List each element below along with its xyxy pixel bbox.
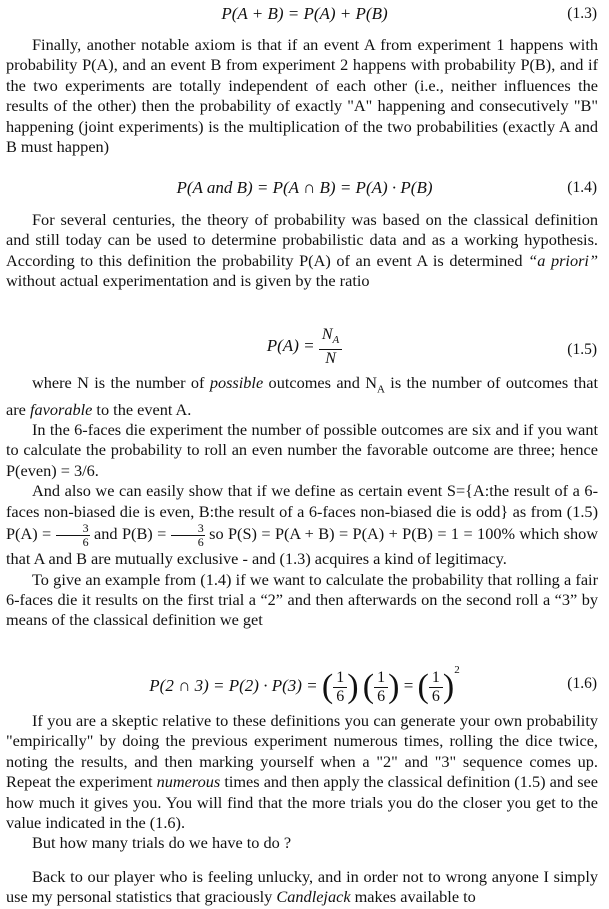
equation-number-1-3: (1.3) <box>567 5 597 22</box>
paragraph-back-to-player <box>6 867 598 908</box>
text-span: times and then apply the classical definition (1.5) and see how much it gives you. You will find that the more trials you do the closer you get to the value indicated in the (1.6). <box>6 772 598 833</box>
fraction-one-sixth <box>333 669 347 706</box>
equation-1-3-body: P(A + B) = P(A) + P(B) <box>221 4 388 23</box>
left-paren: ( <box>417 668 429 706</box>
fraction-na-over-n <box>319 326 342 368</box>
fraction-three-sixths-b <box>171 522 205 549</box>
equation-1-3 <box>0 4 609 24</box>
paragraph-text <box>6 867 598 908</box>
paragraph-certain-event <box>6 481 598 569</box>
text-span: to the event A. <box>92 399 192 419</box>
text-span: outcomes and N <box>263 373 377 392</box>
fraction-numerator: 1 <box>374 669 388 688</box>
candlejack-emphasis: Candlejack <box>276 887 351 907</box>
text-span: For several centuries, the theory of probability was based on the classical definition and still today can be used to determine probabilistic data and as a working hypothesis. According to this definition the probability P(A) of an event A is determined <box>6 210 598 270</box>
text-span: without actual experimentation and is given by the ratio <box>6 271 370 291</box>
fraction-denominator: 6 <box>431 687 440 705</box>
equation-1-6: P(2 ∩ 3) = P(2) · P(3) = ( $\frac{1}{6}$ ) ( $\frac{1}{6}$ ) = ( $\frac{1}{6}$ )$^2$ (1.6) <box>149 664 597 706</box>
paragraph-skeptic <box>6 711 598 854</box>
paragraph-classical-definition <box>6 210 598 292</box>
left-paren: ( <box>321 668 334 706</box>
paragraph-text <box>6 373 598 420</box>
fraction-denominator: 6 <box>377 687 386 705</box>
paragraph-where-n <box>6 373 598 631</box>
fraction-one-sixth <box>374 669 388 706</box>
fraction-denominator: 6 <box>197 535 204 550</box>
text-span: And also we can easily show that if we define as certain event S={A:the result of a 6-faces non-biased die is even, B:the result of a 6-faces non-biased die is odd} as from (1.5) P(A) = <box>6 481 598 544</box>
favorable-emphasis: favorable <box>29 399 93 419</box>
right-paren: ) <box>388 668 400 706</box>
text-span: If you are a skeptic relative to these definitions you can generate your own probability "empirically" by doing the previous experiment numerous times, rolling the dice twice, noting the results, and then marking yourself when a "2" and "3" sequence comes up. Repeat the experiment <box>6 711 598 792</box>
paragraph-axiom-independent <box>6 35 598 157</box>
left-paren: ( <box>362 668 375 706</box>
a-priori-quote: “a priori” <box>528 250 598 270</box>
right-paren: ) <box>347 668 359 706</box>
fraction-numerator: 3 <box>171 522 205 536</box>
numerator-subscript: A <box>332 334 340 347</box>
possible-emphasis: possible <box>209 373 264 392</box>
equation-1-4-body: P(A and B) = P(A ∩ B) = P(A) · P(B) <box>176 178 433 197</box>
fraction-numerator <box>319 326 342 350</box>
numerous-emphasis: numerous <box>156 772 221 792</box>
text-span: and P(B) = <box>89 524 171 544</box>
fraction-numerator: 1 <box>429 669 443 688</box>
paragraph-example-1-4: To give an example from (1.4) if we want to calculate the probability that rolling a fair 6-faces die it results on the first trial a “2” and then afterwards on the second roll a “3” by means of the classical definition we get <box>6 569 598 630</box>
equation-1-5-lhs: P(A) = <box>266 336 315 355</box>
fraction-denominator: 6 <box>82 535 89 550</box>
fraction-three-sixths-a <box>56 522 90 549</box>
equation-number-1-6: (1.6) <box>567 675 597 692</box>
paragraph-text <box>6 711 598 833</box>
text-span: Back to our player who is feeling unlucky, and in order not to wrong anyone I simply use my personal statistics that graciously <box>6 867 598 907</box>
text-span: makes available to <box>350 887 476 907</box>
numerator-symbol: N <box>321 326 333 343</box>
equation-1-5 <box>0 326 609 368</box>
fraction-denominator: N <box>325 350 336 368</box>
equation-number-1-5: (1.5) <box>567 341 597 358</box>
paragraph-text: Finally, another notable axiom is that if an event A from experiment 1 happens with probability P(A), and an event B from experiment 2 happens with probability P(B), and if the two experiments are totally independent of each other (i.e., neither influences the results of the other) then the probability of exactly "A" happening and consecutively "B" happening (joint experiments) is the multiplication of the two probabilities (exactly A and B must happen) <box>6 35 598 157</box>
paragraph-die-example: In the 6-faces die experiment the number of possible outcomes are six and if you want to calculate the probability to roll an even number the favorable outcome are three; hence P(even) = 3/6. <box>6 420 598 480</box>
equation-1-6-lhs: P(2 ∩ 3) = P(2) · P(3) = <box>149 676 318 695</box>
equation-number-1-4: (1.4) <box>567 179 597 196</box>
paragraph-text <box>6 210 598 292</box>
na-subscript: A <box>376 383 385 396</box>
fraction-denominator: 6 <box>336 687 345 705</box>
text-span: is the number of outcomes that are <box>6 373 599 419</box>
exponent-two: 2 <box>454 664 460 676</box>
right-paren: ) <box>442 668 455 706</box>
equation-1-4 <box>0 178 609 198</box>
paragraph-how-many-trials: But how many trials do we have to do ? <box>32 833 292 853</box>
fraction-one-sixth <box>429 669 443 706</box>
text-span: so P(S) = P(A + B) = P(A) + P(B) = 1 = 100% which show that A and B are mutually exclusive - and (1.3) acquires a kind of legitimacy. <box>6 524 599 569</box>
fraction-numerator: 3 <box>56 522 90 536</box>
fraction-numerator: 1 <box>333 669 347 688</box>
text-span: where N is the number of <box>32 373 210 392</box>
